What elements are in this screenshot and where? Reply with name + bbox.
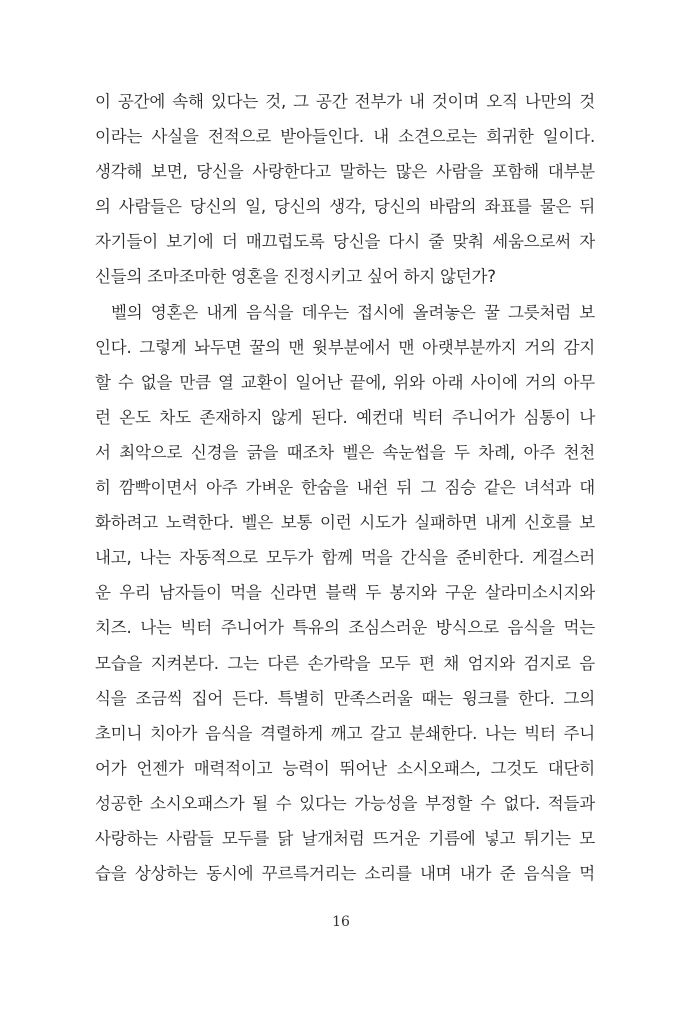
text-line: 어가 언젠가 매력적이고 능력이 뛰어난 소시오패스, 그것도 대단히: [95, 758, 595, 778]
text-line: 모습을 지켜본다. 그는 다른 손가락을 모두 편 채 엄지와 검지로 음: [95, 653, 595, 673]
text-line-indented: 벨의 영혼은 내게 음식을 데우는 접시에 올려놓은 꿀 그릇처럼 보: [111, 302, 595, 322]
text-line: 이라는 사실을 전적으로 받아들인다. 내 소견으로는 희귀한 일이다.: [95, 127, 595, 147]
text-line: 자기들이 보기에 더 매끄럽도록 당신을 다시 줄 맞춰 세움으로써 자: [95, 232, 595, 252]
body-text: [95, 84, 595, 891]
text-line: 화하려고 노력한다. 벨은 보통 이런 시도가 실패하면 내게 신호를 보: [95, 513, 595, 533]
text-line: 치즈. 나는 빅터 주니어가 특유의 조심스러운 방식으로 음식을 먹는: [95, 618, 595, 638]
text-line: 운 우리 남자들이 먹을 신라면 블랙 두 봉지와 구운 살라미소시지와: [95, 583, 595, 603]
text-line: 신들의 조마조마한 영혼을 진정시키고 싶어 하지 않던가?: [95, 267, 496, 287]
text-line: 초미니 치아가 음식을 격렬하게 깨고 갈고 분쇄한다. 나는 빅터 주니: [95, 723, 595, 743]
text-line: 런 온도 차도 존재하지 않게 된다. 예컨대 빅터 주니어가 심통이 나: [95, 407, 595, 427]
text-line: 사랑하는 사람들 모두를 닭 날개처럼 뜨거운 기름에 넣고 튀기는 모: [95, 828, 595, 848]
page-number: 16: [332, 914, 350, 930]
text-line: 서 최악으로 신경을 긁을 때조차 벨은 속눈썹을 두 차례, 아주 천천: [95, 442, 595, 462]
text-line: 이 공간에 속해 있다는 것, 그 공간 전부가 내 것이며 오직 나만의 것: [95, 92, 595, 111]
text-line: 습을 상상하는 동시에 꾸르륵거리는 소리를 내며 내가 준 음식을 먹: [95, 864, 595, 884]
text-line: 식을 조금씩 집어 든다. 특별히 만족스러울 때는 윙크를 한다. 그의: [95, 688, 595, 708]
text-line: 의 사람들은 당신의 일, 당신의 생각, 당신의 바람의 좌표를 물은 뒤: [95, 197, 595, 217]
text-line: 히 깜빡이면서 아주 가벼운 한숨을 내쉰 뒤 그 짐승 같은 녀석과 대: [95, 478, 595, 498]
text-line: 생각해 보면, 당신을 사랑한다고 말하는 많은 사람을 포함해 대부분: [95, 162, 595, 182]
text-line: 성공한 소시오패스가 될 수 있다는 가능성을 부정할 수 없다. 적들과: [95, 793, 595, 813]
text-line: 할 수 없을 만큼 열 교환이 일어난 끝에, 위와 아래 사이에 거의 아무: [95, 372, 595, 392]
text-line: 인다. 그렇게 놔두면 꿀의 맨 윗부분에서 맨 아랫부분까지 거의 감지: [95, 337, 595, 357]
text-line: 내고, 나는 자동적으로 모두가 함께 먹을 간식을 준비한다. 게걸스러: [95, 548, 595, 568]
